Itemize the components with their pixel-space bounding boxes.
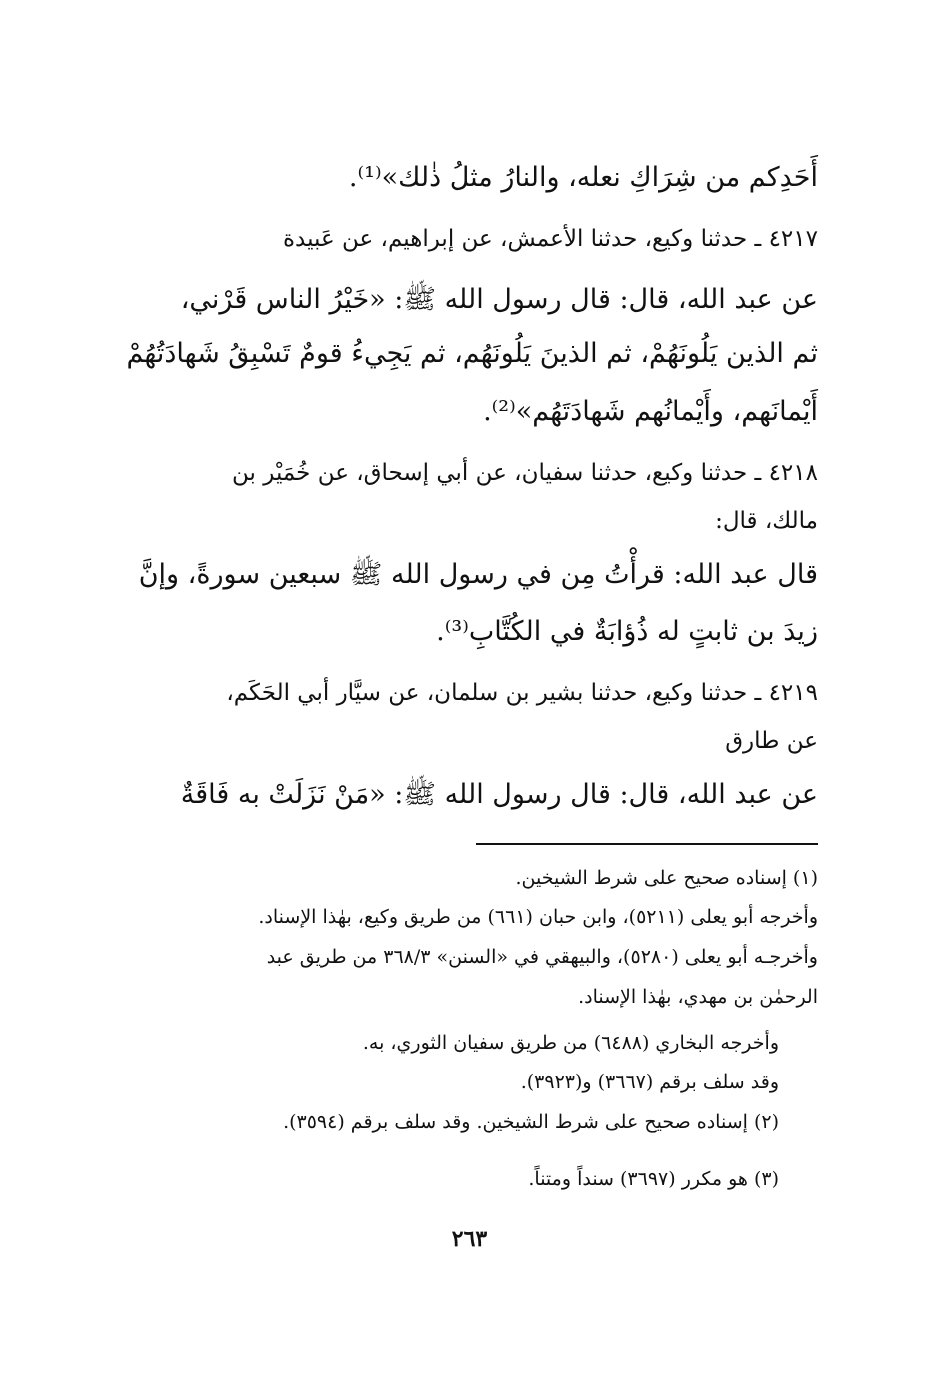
- body-line-8: قال عبد الله: قرأْتُ مِن في رسول الله ﷺ سبعين سورةً، وإنَّ: [138, 559, 818, 590]
- footnote-1-line-6: وقد سلف برقم (٣٦٦٧) و(٣٩٢٣).: [520, 1071, 779, 1093]
- footnote-3: (٣) هو مكرر (٣٦٩٧) سنداً ومتناً.: [528, 1168, 779, 1190]
- footnote-1-line-5: وأخرجه البخاري (٦٤٨٨) من طريق سفيان الثوري، به.: [362, 1032, 779, 1054]
- body-line-12: عن عبد الله، قال: قال رسول الله ﷺ: «مَنْ نَزَلَتْ به فَاقَةٌ: [180, 779, 818, 810]
- hadith-4219-chain: ٤٢١٩ ـ حدثنا وكيع، حدثنا بشير بن سلمان، عن سيَّار أبي الحَكَم،: [226, 680, 818, 706]
- footnote-1-line-2: وأخرجه أبو يعلى (٥٢١١)، وابن حبان (٦٦١) من طريق وكيع، بهٰذا الإسناد.: [258, 906, 818, 928]
- body-line-1: أَحَدِكم من شِرَاكِ نعله، والنارُ مثلُ ذٰلك»⁽¹⁾.: [348, 162, 818, 193]
- footnote-separator: [476, 843, 818, 845]
- body-line-5: أَيْمانَهم، وأَيْمانُهم شَهادَتَهُم»⁽²⁾.: [483, 396, 818, 427]
- footnote-1-line-4: الرحمٰن بن مهدي، بهٰذا الإسناد.: [578, 986, 818, 1008]
- body-line-9: زيدَ بن ثابتٍ له ذُؤابَةٌ في الكُتَّابِ⁽³⁾.: [436, 616, 818, 647]
- hadith-4218-chain: ٤٢١٨ ـ حدثنا وكيع، حدثنا سفيان، عن أبي إسحاق، عن خُمَيْر بن: [232, 460, 818, 486]
- footnote-1-line-3: وأخرجـه أبو يعلى (٥٢٨٠)، والبيهقي في «السنن» ٣٦٨/٣ من طريق عبد: [266, 946, 818, 968]
- page-number: ٢٦٣: [451, 1226, 488, 1252]
- hadith-4219-chain-cont: عن طارق: [725, 728, 818, 754]
- footnote-2: (٢) إسناده صحيح على شرط الشيخين. وقد سلف برقم (٣٥٩٤).: [283, 1111, 779, 1133]
- hadith-4218-chain-cont: مالك، قال:: [715, 508, 818, 534]
- hadith-4217-chain: ٤٢١٧ ـ حدثنا وكيع، حدثنا الأعمش، عن إبراهيم، عن عَبيدة: [282, 226, 818, 252]
- body-line-4: ثم الذين يَلُونَهُمْ، ثم الذينَ يَلُونَهُم، ثم يَجِيءُ قومٌ تَسْبِقُ شَهادَتُهُمْ: [126, 338, 818, 369]
- footnote-1: (١) إسناده صحيح على شرط الشيخين.: [515, 867, 818, 889]
- body-line-3: عن عبد الله، قال: قال رسول الله ﷺ: «خَيْرُ الناس قَرْني،: [180, 284, 818, 315]
